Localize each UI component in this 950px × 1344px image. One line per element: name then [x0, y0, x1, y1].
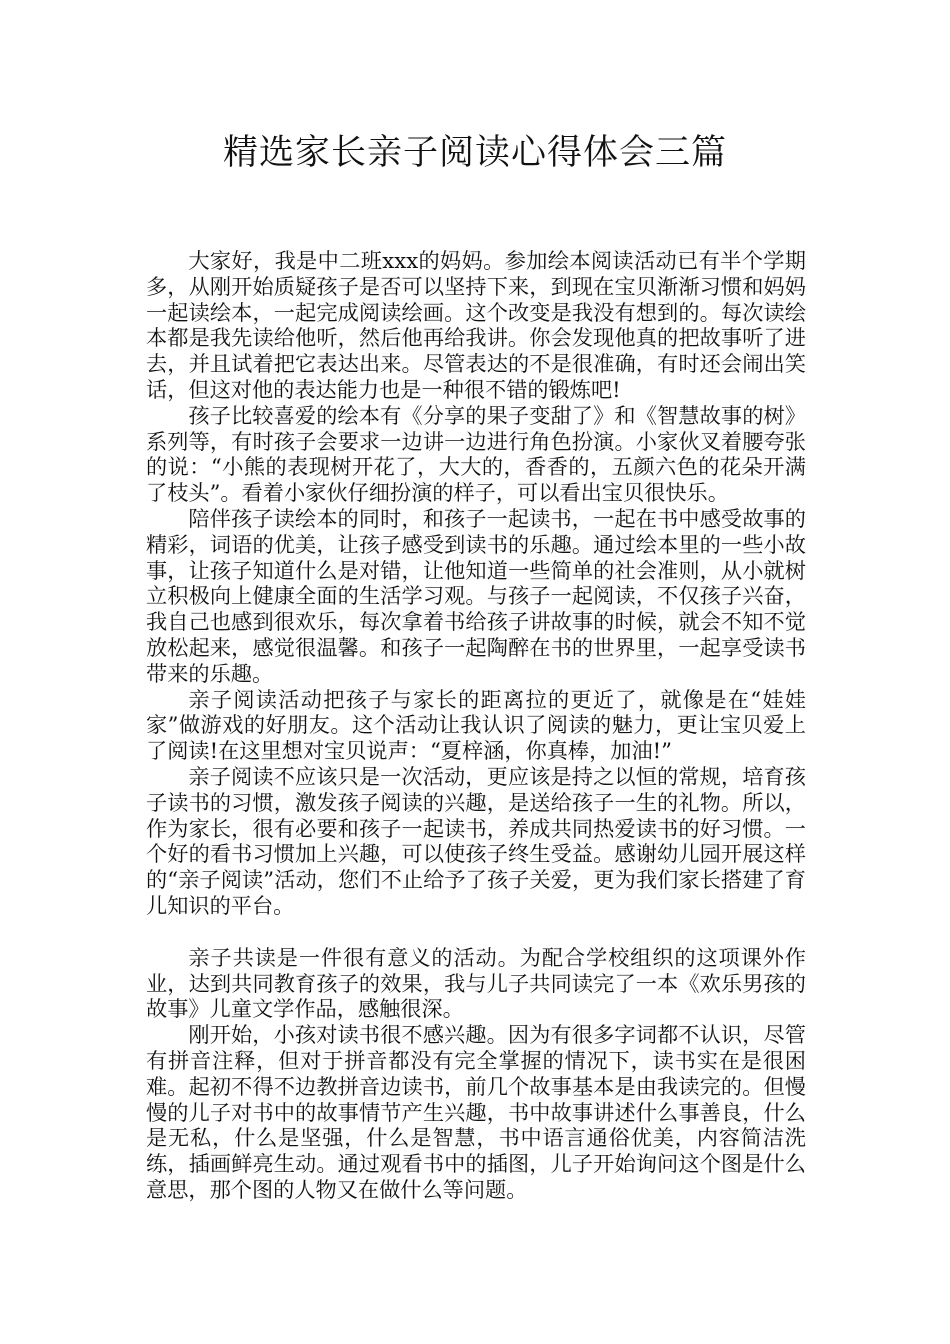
- essay-section-2: [146, 945, 806, 1203]
- paragraph: 亲子阅读活动把孩子与家长的距离拉的更近了，就像是在“娃娃家”做游戏的好朋友。这个活动让我认识了阅读的魅力，更让宝贝爱上了阅读!在这里想对宝贝说声：“夏梓涵，你真棒，加油!”: [146, 686, 806, 764]
- paragraph: 陪伴孩子读绘本的同时，和孩子一起读书，一起在书中感受故事的精彩，词语的优美，让孩子感受到读书的乐趣。通过绘本里的一些小故事，让孩子知道什么是对错，让他知道一些简单的社会准则，从小就树立积极向上健康全面的生活学习观。与孩子一起阅读，不仅孩子兴奋，我自己也感到很欢乐，每次拿着书给孩子讲故事的时候，就会不知不觉放松起来，感觉很温馨。和孩子一起陶醉在书的世界里，一起享受读书带来的乐趣。: [146, 505, 806, 686]
- section-spacer: [146, 919, 806, 945]
- document-title: 精选家长亲子阅读心得体会三篇: [222, 133, 727, 173]
- paragraph: 亲子阅读不应该只是一次活动，更应该是持之以恒的常规，培育孩子读书的习惯，激发孩子阅读的兴趣，是送给孩子一生的礼物。所以，作为家长，很有必要和孩子一起读书，养成共同热爱读书的好习惯。一个好的看书习惯加上兴趣，可以使孩子终生受益。感谢幼儿园开展这样的“亲子阅读”活动，您们不止给予了孩子关爱，更为我们家长搭建了育儿知识的平台。: [146, 763, 806, 918]
- paragraph: 大家好，我是中二班xxx的妈妈。参加绘本阅读活动已有半个学期多，从刚开始质疑孩子是否可以坚持下来，到现在宝贝渐渐习惯和妈妈一起读绘本，一起完成阅读绘画。这个改变是我没有想到的。每次读绘本都是我先读给他听，然后他再给我讲。你会发现他真的把故事听了进去，并且试着把它表达出来。尽管表达的不是很准确，有时还会闹出笑话，但这对他的表达能力也是一种很不错的锻炼吧!: [146, 248, 806, 402]
- essay-section-1: [146, 248, 806, 919]
- document-body: [146, 248, 806, 1203]
- paragraph: 亲子共读是一件很有意义的活动。为配合学校组织的这项课外作业，达到共同教育孩子的效果，我与儿子共同读完了一本《欢乐男孩的故事》儿童文学作品，感触很深。: [146, 944, 806, 1022]
- paragraph: 孩子比较喜爱的绘本有《分享的果子变甜了》和《智慧故事的树》系列等，有时孩子会要求一边讲一边进行角色扮演。小家伙叉着腰夸张的说：“小熊的表现树开花了，大大的，香香的，五颜六色的花朵开满了枝头”。看着小家伙仔细扮演的样子，可以看出宝贝很快乐。: [146, 402, 806, 506]
- paragraph: 刚开始，小孩对读书很不感兴趣。因为有很多字词都不认识，尽管有拼音注释，但对于拼音都没有完全掌握的情况下，读书实在是很困难。起初不得不边教拼音边读书，前几个故事基本是由我读完的。但慢慢的儿子对书中的故事情节产生兴趣，书中故事讲述什么事善良，什么是无私，什么是坚强，什么是智慧，书中语言通俗优美，内容简洁洗练，插画鲜亮生动。通过观看书中的插图，儿子开始询问这个图是什么意思，那个图的人物又在做什么等问题。: [146, 1022, 806, 1202]
